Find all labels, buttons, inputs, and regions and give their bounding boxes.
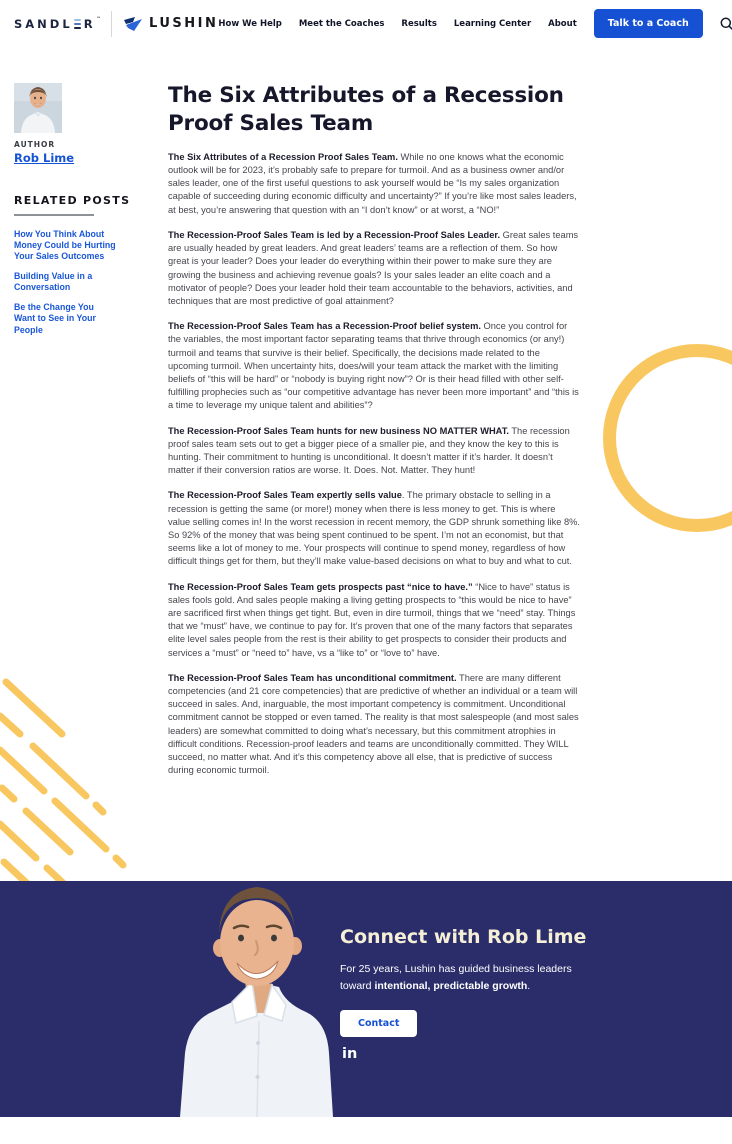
- footer-blurb: [340, 961, 595, 995]
- lushin-logo-text: LUSHIN: [149, 16, 219, 31]
- nav-about[interactable]: About: [548, 18, 577, 29]
- author-photo: [14, 83, 62, 133]
- footer-text-block: [340, 926, 600, 1037]
- talk-to-a-coach-button[interactable]: Talk to a Coach: [594, 9, 703, 38]
- decorative-ring: [603, 344, 732, 532]
- lushin-flag-icon: [122, 16, 143, 32]
- paragraph-text: “Nice to have” status is sales fools gold. And sales people making a living getting prospects to “this would be nice to have” are sacrificed first when things get tight. But, even in dire turmoil, things that we “need” stay. Things that we “must” have, we continue to pay for. It’s proven that one of the many factors that separates elite level sales people from the rest is their ability to get prospects to consider their products and services a “must” or “need to” have, vs a “like to” or “love to” have.: [168, 581, 576, 658]
- contact-button[interactable]: Contact: [340, 1010, 417, 1037]
- paragraph-text: The recession proof sales team sets out to get a bigger piece of a smaller pie, and they know the key to this is hunting. Their commitment to hunting is unconditional. It doesn’t matter if it’s harder. It doesn’t matter if their conversion ratios are worse. It. Does. Not. Matter. They hunt!: [168, 425, 570, 476]
- paragraph-lead: The Recession-Proof Sales Team is led by a Recession-Proof Sales Leader.: [168, 229, 501, 240]
- paragraph-text: There are many different competencies (and 21 core competencies) that are predictive of whether an individual or a team will succeed in sales. And, inarguable, the most important competency is commitment. Unconditional commitment cannot be stopped or even tamed. The reality is that most salespeople (and most sales leaders) are somewhat committed to doing what’s necessary, but this commitment atrophies in difficult conditions. Recession-proof leaders and teams are unconditionally committed. They WILL succeed, no matter what. And it’s this competency above all else, that is predictive of success during economic turmoil.: [168, 672, 579, 776]
- search-icon: [720, 17, 732, 31]
- related-post-link-1[interactable]: How You Think About Money Could be Hurting Your Sales Outcomes: [14, 229, 116, 262]
- footer-blurb-period: .: [527, 980, 531, 992]
- article-paragraph: [168, 229, 580, 308]
- related-posts-divider: [14, 214, 94, 216]
- decorative-dashes: [0, 672, 140, 884]
- article-paragraph: [168, 489, 580, 568]
- paragraph-lead: The Six Attributes of a Recession Proof Sales Team.: [168, 151, 398, 162]
- search-button[interactable]: [720, 17, 732, 31]
- logo-divider: [111, 11, 112, 37]
- main-nav: [218, 9, 732, 38]
- sandler-e-bars-icon: [74, 19, 81, 29]
- paragraph-text: Great sales teams are usually headed by great leaders. And great leaders’ teams are a reflection of them. So how great is your leader? Does your leader do everything within their power to make sure they are growing the business and achieving revenue goals? Is your sales leader an elite coach and a motivator of people? Does your leader hold their team accountable to the behaviors, activities, and techniques that are most predictive of goal attainment?: [168, 229, 579, 306]
- author-label: AUTHOR: [14, 140, 56, 149]
- site-header: [0, 0, 732, 47]
- article-paragraph: [168, 320, 580, 412]
- paragraph-lead: The Recession-Proof Sales Team has a Recession-Proof belief system.: [168, 321, 481, 332]
- article-sidebar: [14, 83, 134, 345]
- sandler-logo-text-left: SANDL: [14, 16, 73, 31]
- trademark-symbol: ™: [96, 17, 102, 22]
- article-paragraph: [168, 425, 580, 478]
- article-body: [168, 82, 580, 789]
- footer-author-photo: [160, 851, 338, 1117]
- author-name-link[interactable]: Rob Lime: [14, 151, 75, 165]
- paragraph-lead: The Recession-Proof Sales Team hunts for new business NO MATTER WHAT.: [168, 425, 509, 436]
- paragraph-lead: The Recession-Proof Sales Team expertly sells value: [168, 490, 402, 501]
- nav-meet-the-coaches[interactable]: Meet the Coaches: [298, 18, 385, 29]
- sandler-logo-text-right: R: [83, 16, 96, 31]
- related-posts-list: [14, 229, 116, 336]
- nav-learning-center[interactable]: Learning Center: [453, 18, 532, 29]
- article-paragraph: [168, 151, 580, 217]
- page-title: The Six Attributes of a Recession Proof Sales Team: [168, 83, 564, 136]
- article-paragraph: [168, 672, 580, 778]
- nav-results[interactable]: Results: [401, 18, 437, 29]
- paragraph-text: While no one knows what the economic outlook will be for 2023, it’s probably safe to prepare for turmoil. And as a business owner and/or sales leader, one of the first useful questions to ask yourself would be “Is my sales organization capable of succeeding during economic difficulty and uncertainty?” If you’re like most sales leaders, at best, you’re answering that question with an “I don’t know” or at worst, a “NO!”: [168, 151, 577, 215]
- connect-footer: [0, 881, 732, 1117]
- logo-group: [14, 11, 218, 37]
- related-posts-heading: RELATED POSTS: [14, 194, 131, 207]
- paragraph-lead: The Recession-Proof Sales Team gets prospects past “nice to have.”: [168, 581, 473, 592]
- nav-how-we-help[interactable]: How We Help: [218, 18, 282, 29]
- footer-blurb-text: For 25 years, Lushin has guided business leaders toward: [340, 963, 572, 992]
- paragraph-lead: The Recession-Proof Sales Team has unconditional commitment.: [168, 672, 457, 683]
- related-post-link-2[interactable]: Building Value in a Conversation: [14, 271, 93, 293]
- linkedin-icon[interactable]: in: [342, 1046, 358, 1062]
- lushin-logo[interactable]: [122, 16, 218, 32]
- article-paragraph: [168, 581, 580, 660]
- sandler-logo[interactable]: [14, 17, 101, 31]
- footer-heading: Connect with Rob Lime: [340, 926, 587, 948]
- paragraph-text: Once you control for the variables, the most important factor separating teams that thrive through economics (or any!) turmoil and teams that survive is their belief. Specifically, the decisions made related to the upcoming turmoil. When uncertainty hits, does/will your team attack the market with the limiting beliefs of “this will be hard” or “nobody is buying right now”? Or is their head filled with other self-fulfilling prophecies such as “our competitive advantage has never been more important” and “this is a time to leverage my unique talent and abilities”?: [168, 321, 579, 411]
- related-post-link-3[interactable]: Be the Change You Want to See in Your People: [14, 302, 96, 335]
- footer-blurb-bold: intentional, predictable growth: [374, 980, 528, 992]
- paragraph-text: . The primary obstacle to selling in a recession is getting the same (or more!) money when there is less money to get. This is where value selling comes in! In the worst recession in recent memory, the GDP shrunk something like 8%. So 92% of the money that was being spent continued to be spent. I’m not an economist, but that seems like a lot of money to me. Your prospects will continue to spend money, regardless of how difficult things get for them, but they’ll make value-based decisions on what to buy and what to cut.: [168, 490, 580, 567]
